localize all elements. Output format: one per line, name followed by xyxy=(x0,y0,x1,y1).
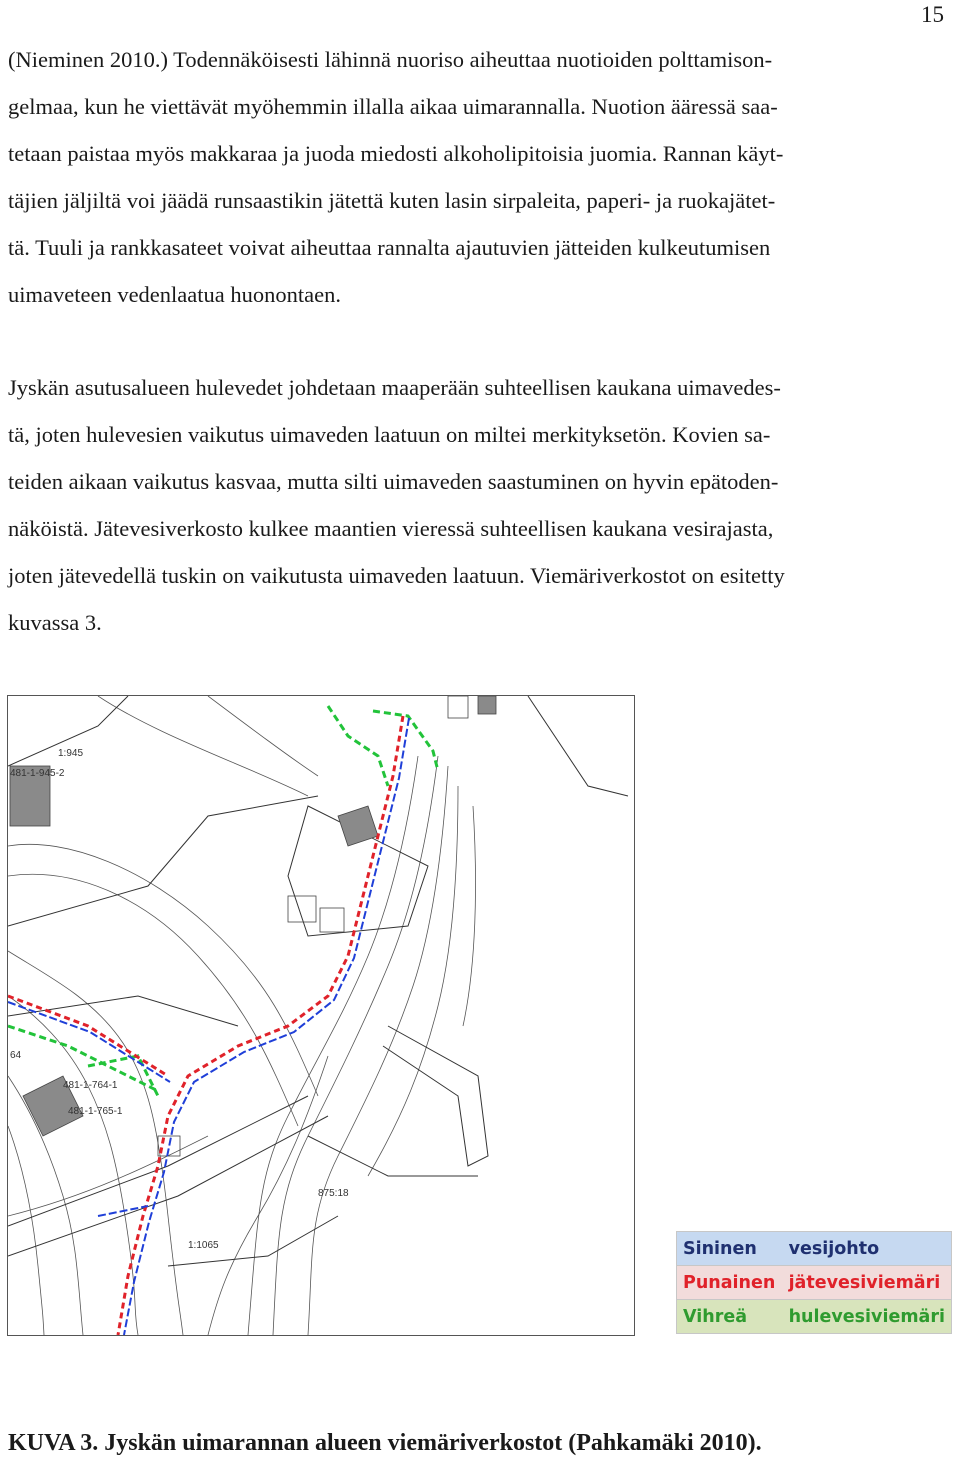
map-buildings xyxy=(10,696,496,1136)
map-drawing xyxy=(8,696,634,1335)
text-line: uimaveteen vedenlaatua huonontaen. xyxy=(8,282,341,307)
text-line: joten jätevedellä tuskin on vaikutusta uimaveden laatuun. Viemäriverkostot on esitetty xyxy=(8,563,785,588)
legend-name: Sininen xyxy=(677,1232,783,1266)
map-label: 64 xyxy=(10,1050,22,1061)
text-line: täjien jäljiltä voi jäädä runsaastikin jätettä kuten lasin sirpaleita, paperi- ja ruokajätet- xyxy=(8,188,776,213)
text-line: tä. Tuuli ja rankkasateet voivat aiheuttaa rannalta ajautuvien jätteiden kulkeutumisen xyxy=(8,235,771,260)
map-label: 481-1-765-1 xyxy=(68,1106,123,1117)
text-line: kuvassa 3. xyxy=(8,610,102,635)
map-outline-buildings xyxy=(158,696,468,1156)
figure-caption: KUVA 3. Jyskän uimarannan alueen viemäriverkostot (Pahkamäki 2010). xyxy=(8,1430,762,1456)
storm-water-lines xyxy=(8,706,438,1096)
map-label: 1:1065 xyxy=(188,1240,219,1251)
legend-row xyxy=(677,1300,952,1334)
legend-meaning: vesijohto xyxy=(783,1232,952,1266)
map-contours xyxy=(8,696,476,1335)
page-number: 15 xyxy=(921,2,944,27)
legend-name: Punainen xyxy=(677,1266,783,1300)
legend-row xyxy=(677,1266,952,1300)
text-line: Jyskän asutusalueen hulevedet johdetaan maaperään suhteellisen kaukana uimavedes- xyxy=(8,375,781,400)
text-line: (Nieminen 2010.) Todennäköisesti lähinnä nuoriso aiheuttaa nuotioiden polttamison- xyxy=(8,47,773,72)
map-boundaries xyxy=(8,696,628,1266)
map-label: 481-1-945-2 xyxy=(10,768,65,779)
paragraph-1 xyxy=(8,36,953,318)
sewer-network-map xyxy=(7,695,635,1336)
legend-meaning: jätevesiviemäri xyxy=(783,1266,952,1300)
text-line: tetaan paistaa myös makkaraa ja juoda miedosti alkoholipitoisia juomia. Rannan käyt- xyxy=(8,141,784,166)
legend-row xyxy=(677,1232,952,1266)
text-line: näköistä. Jätevesiverkosto kulkee maantien vieressä suhteellisen kaukana vesirajasta, xyxy=(8,516,774,541)
map-legend xyxy=(676,1231,952,1334)
legend-meaning: hulevesiviemäri xyxy=(783,1300,952,1334)
paragraph-2 xyxy=(8,364,953,646)
map-label: 1:945 xyxy=(58,748,84,759)
map-label: 481-1-764-1 xyxy=(63,1080,118,1091)
text-line: teiden aikaan vaikutus kasvaa, mutta silti uimaveden saastuminen on hyvin epätoden- xyxy=(8,469,779,494)
legend-name: Vihreä xyxy=(677,1300,783,1334)
text-line: gelmaa, kun he viettävät myöhemmin illalla aikaa uimarannalla. Nuotion ääressä saa- xyxy=(8,94,778,119)
map-label: 875:18 xyxy=(318,1188,349,1199)
text-line: tä, joten hulevesien vaikutus uimaveden laatuun on miltei merkityksetön. Kovien sa- xyxy=(8,422,771,447)
